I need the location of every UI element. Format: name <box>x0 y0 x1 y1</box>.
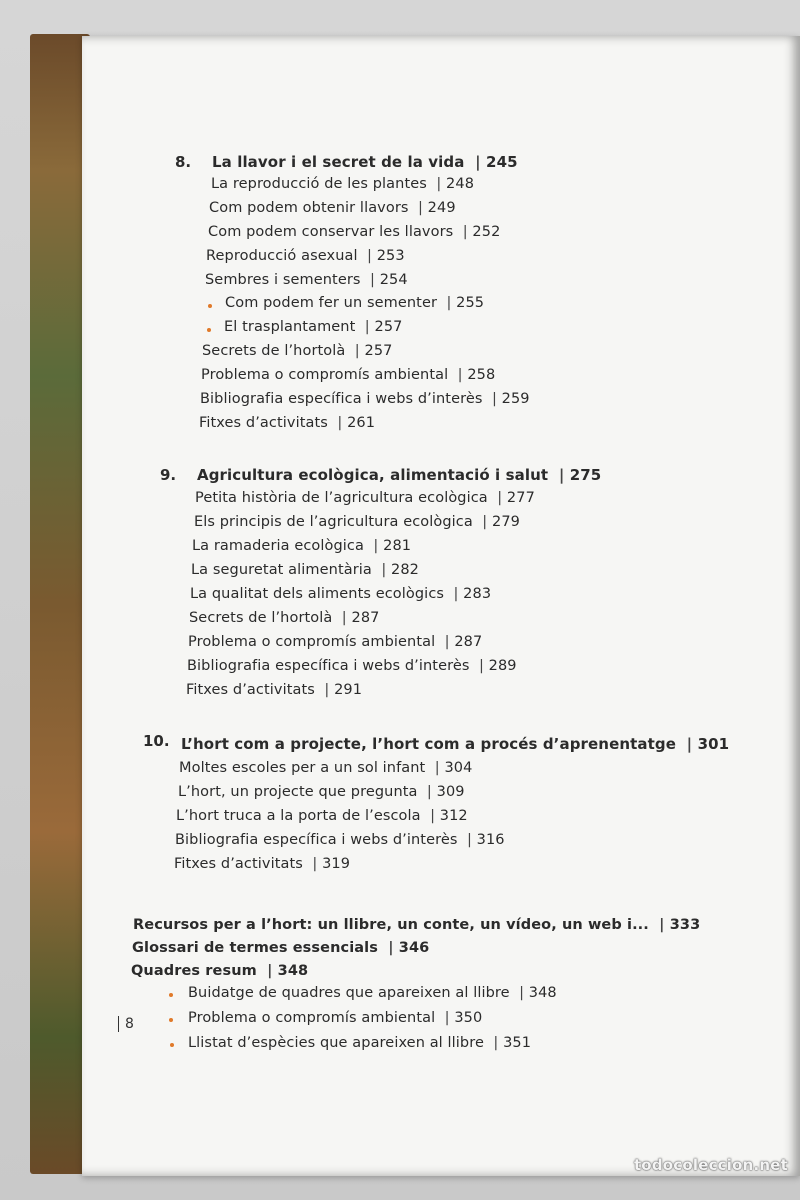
chapter-page: 245 <box>486 153 518 171</box>
toc-entry: L’hort truca a la porta de l’escola | 312 <box>176 808 468 824</box>
entry-page: 279 <box>492 514 520 530</box>
toc-entry: Problema o compromís ambiental | 287 <box>188 634 483 650</box>
toc-entry: La ramaderia ecològica | 281 <box>192 538 412 554</box>
entry-label: L’hort, un projecte que pregunta <box>178 784 418 800</box>
chapter-page: 275 <box>569 466 602 484</box>
toc-entry: Bibliografia específica i webs d’interès | 289 <box>187 658 517 674</box>
toc-entry: Fitxes d’activitats | 319 <box>174 856 351 872</box>
entry-page: 258 <box>467 367 496 383</box>
chapter-title: L’hort com a projecte, l’hort com a procés d’aprenentatge <box>181 735 677 753</box>
chapter-title-row: L’hort com a projecte, l’hort com a procés d’aprenentatge | 301 <box>181 735 730 753</box>
entry-label: Els principis de l’agricultura ecològica <box>194 514 473 530</box>
chapter-title: Agricultura ecològica, alimentació i salut <box>197 466 549 484</box>
entry-label: Sembres i sementers <box>205 272 361 288</box>
entry-page: 282 <box>391 562 420 578</box>
bullet-icon <box>170 1043 174 1047</box>
appendix-entry: Recursos per a l’hort: un llibre, un conte, un vídeo, un web i... | 333 <box>133 917 701 933</box>
entry-page: 287 <box>454 634 483 650</box>
entry-label: Glossari de termes essencials <box>132 940 378 956</box>
entry-label: Fitxes d’activitats <box>186 682 315 698</box>
entry-page: 348 <box>528 985 557 1001</box>
entry-page: 257 <box>374 319 403 335</box>
toc-subentry: El trasplantament | 257 <box>224 319 403 335</box>
bullet-icon <box>169 1018 173 1022</box>
entry-page: 249 <box>427 200 456 216</box>
entry-label: Problema o compromís ambiental <box>188 634 436 650</box>
entry-page: 254 <box>379 272 408 288</box>
separator-bar <box>118 1016 119 1032</box>
entry-label: Problema o compromís ambiental <box>201 367 449 383</box>
toc-entry: Fitxes d’activitats | 291 <box>186 682 363 698</box>
toc-entry: Bibliografia específica i webs d’interès | 316 <box>175 832 505 848</box>
entry-page: 333 <box>669 917 701 933</box>
appendix-subentry: Problema o compromís ambiental | 350 <box>188 1010 483 1026</box>
entry-page: 346 <box>398 940 430 956</box>
toc-entry: Reproducció asexual | 253 <box>206 248 405 264</box>
appendix-subentry: Llistat d’espècies que apareixen al llibre | 351 <box>188 1035 532 1051</box>
entry-label: Bibliografia específica i webs d’interès <box>175 832 458 848</box>
appendix-subentry: Buidatge de quadres que apareixen al llibre | 348 <box>188 985 557 1001</box>
entry-label: Moltes escoles per a un sol infant <box>179 760 426 776</box>
chapter-title-row: Agricultura ecològica, alimentació i salut | 275 <box>197 466 602 484</box>
entry-label: Com podem conservar les llavors <box>208 224 454 240</box>
toc-entry: L’hort, un projecte que pregunta | 309 <box>178 784 465 800</box>
entry-page: 316 <box>476 832 505 848</box>
entry-page: 253 <box>376 248 405 264</box>
book-cover-edge <box>30 34 90 1174</box>
entry-label: Fitxes d’activitats <box>199 415 328 431</box>
toc-entry: Problema o compromís ambiental | 258 <box>201 367 496 383</box>
chapter-title-row: La llavor i el secret de la vida | 245 <box>212 153 518 171</box>
page-number-value: 8 <box>125 1016 134 1032</box>
entry-label: Recursos per a l’hort: un llibre, un conte, un vídeo, un web i... <box>133 917 649 933</box>
entry-label: Problema o compromís ambiental <box>188 1010 436 1026</box>
toc-entry: La seguretat alimentària | 282 <box>191 562 420 578</box>
entry-page: 281 <box>383 538 412 554</box>
toc-entry: Petita història de l’agricultura ecològica | 277 <box>195 490 535 506</box>
entry-label: Bibliografia específica i webs d’interès <box>187 658 470 674</box>
toc-entry: Moltes escoles per a un sol infant | 304 <box>179 760 473 776</box>
entry-page: 312 <box>439 808 468 824</box>
entry-page: 283 <box>463 586 492 602</box>
entry-page: 309 <box>436 784 465 800</box>
entry-label: Reproducció asexual <box>206 248 358 264</box>
entry-page: 350 <box>454 1010 483 1026</box>
toc-entry: Secrets de l’hortolà | 287 <box>189 610 380 626</box>
entry-page: 291 <box>334 682 363 698</box>
entry-page: 257 <box>364 343 393 359</box>
entry-label: La seguretat alimentària <box>191 562 372 578</box>
entry-label: L’hort truca a la porta de l’escola <box>176 808 421 824</box>
bullet-icon <box>208 304 212 308</box>
entry-label: Secrets de l’hortolà <box>189 610 333 626</box>
toc-entry: Com podem obtenir llavors | 249 <box>209 200 456 216</box>
entry-page: 348 <box>277 963 309 979</box>
chapter-number: 9. <box>160 466 177 484</box>
chapter-page: 301 <box>697 735 730 753</box>
entry-label: Fitxes d’activitats <box>174 856 303 872</box>
toc-entry: La reproducció de les plantes | 248 <box>211 176 475 192</box>
entry-label: La qualitat dels aliments ecològics <box>190 586 445 602</box>
toc-entry: Sembres i sementers | 254 <box>205 272 408 288</box>
bullet-icon <box>169 993 173 997</box>
entry-page: 277 <box>506 490 535 506</box>
entry-label: Quadres resum <box>131 963 257 979</box>
toc-entry: Secrets de l’hortolà | 257 <box>202 343 393 359</box>
entry-page: 252 <box>472 224 501 240</box>
chapter-number: 10. <box>143 732 170 750</box>
entry-page: 261 <box>347 415 376 431</box>
entry-label: Bibliografia específica i webs d’interès <box>200 391 483 407</box>
toc-entry: Fitxes d’activitats | 261 <box>199 415 376 431</box>
toc-subentry: Com podem fer un sementer | 255 <box>225 295 485 311</box>
entry-label: Com podem obtenir llavors <box>209 200 409 216</box>
chapter-title: La llavor i el secret de la vida <box>212 153 465 171</box>
entry-label: El trasplantament <box>224 319 356 335</box>
toc-entry: Com podem conservar les llavors | 252 <box>208 224 501 240</box>
entry-label: Petita història de l’agricultura ecològica <box>195 490 488 506</box>
chapter-number: 8. <box>175 153 192 171</box>
entry-page: 259 <box>501 391 530 407</box>
entry-page: 248 <box>446 176 475 192</box>
toc-entry: Bibliografia específica i webs d’interès | 259 <box>200 391 530 407</box>
entry-label: Buidatge de quadres que apareixen al llibre <box>188 985 510 1001</box>
entry-label: Secrets de l’hortolà <box>202 343 346 359</box>
appendix-entry: Glossari de termes essencials | 346 <box>132 940 430 956</box>
entry-page: 255 <box>456 295 485 311</box>
entry-label: La ramaderia ecològica <box>192 538 364 554</box>
toc-entry: Els principis de l’agricultura ecològica | 279 <box>194 514 520 530</box>
bullet-icon <box>207 328 211 332</box>
entry-label: Com podem fer un sementer <box>225 295 438 311</box>
appendix-entry: Quadres resum | 348 <box>131 963 309 979</box>
toc-entry: La qualitat dels aliments ecològics | 283 <box>190 586 492 602</box>
entry-page: 289 <box>488 658 517 674</box>
entry-page: 304 <box>444 760 473 776</box>
entry-page: 319 <box>322 856 351 872</box>
page-number <box>118 1016 134 1032</box>
entry-page: 351 <box>503 1035 532 1051</box>
entry-label: La reproducció de les plantes <box>211 176 427 192</box>
entry-page: 287 <box>351 610 380 626</box>
entry-label: Llistat d’espècies que apareixen al llibre <box>188 1035 484 1051</box>
watermark: todocoleccion.net <box>633 1156 788 1174</box>
